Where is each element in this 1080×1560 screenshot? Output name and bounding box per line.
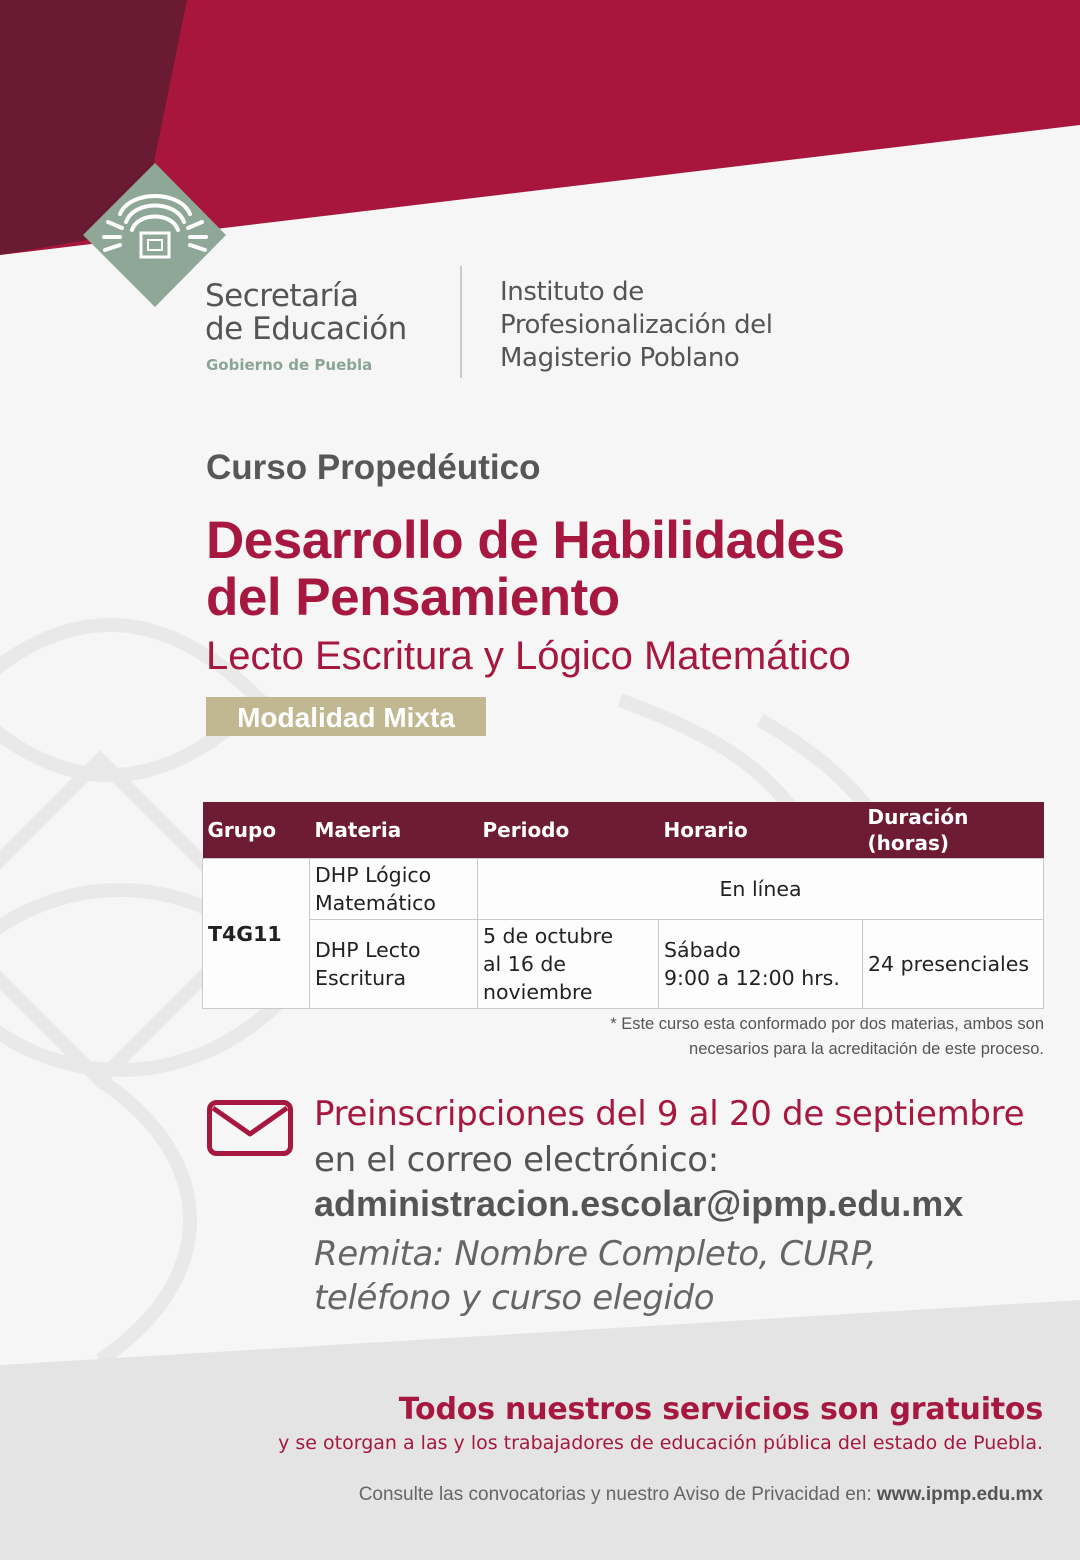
- remita-line1: Remita: Nombre Completo, CURP,: [314, 1234, 877, 1274]
- schedule-table: [202, 802, 1044, 1009]
- periodo-line: 5 de octubre: [483, 924, 614, 948]
- table-header-row: [203, 802, 1044, 859]
- instituto-line1: Instituto de: [500, 277, 644, 307]
- secretaria-line1: Secretaría: [205, 278, 359, 314]
- materia-line: DHP Lecto: [315, 938, 421, 962]
- preinscription-dates: Preinscripciones del 9 al 20 de septiembre: [314, 1094, 1025, 1134]
- website-link[interactable]: www.ipmp.edu.mx: [876, 1484, 1043, 1505]
- course-title-line1: Desarrollo de Habilidades: [206, 511, 845, 570]
- materia-line: Escritura: [315, 966, 407, 990]
- cell-periodo: [478, 920, 659, 1009]
- secretaria-line2: de Educación: [205, 311, 407, 347]
- cell-materia: [310, 859, 478, 920]
- envelope-icon: [207, 1100, 293, 1156]
- header-divider: [460, 266, 462, 378]
- remita-instructions: [314, 1232, 876, 1320]
- periodo-line: noviembre: [483, 980, 593, 1004]
- instituto-name: [500, 276, 773, 375]
- horario-line: Sábado: [664, 938, 741, 962]
- preinscription-email-label: en el correo electrónico:: [314, 1140, 719, 1180]
- consult-text: Consulte las convocatorias y nuestro Aviso de Privacidad en:: [358, 1484, 877, 1505]
- remita-line2: teléfono y curso elegido: [314, 1278, 715, 1318]
- header-grupo: Grupo: [203, 802, 310, 859]
- header-duracion: [863, 802, 1044, 859]
- secretaria-name: [205, 280, 407, 346]
- header-horario: Horario: [659, 802, 863, 859]
- horario-line: 9:00 a 12:00 hrs.: [664, 966, 840, 990]
- periodo-line: al 16 de: [483, 952, 567, 976]
- table-note: [430, 1012, 1044, 1062]
- materia-line: DHP Lógico: [315, 863, 432, 887]
- consult-line: [359, 1484, 1043, 1506]
- cell-group: T4G11: [203, 859, 310, 1009]
- cell-materia: [310, 920, 478, 1009]
- cell-horario: [659, 920, 863, 1009]
- instituto-line2: Profesionalización del: [500, 310, 773, 340]
- note-line2: necesarios para la acreditación de este proceso.: [689, 1040, 1044, 1058]
- course-title-line2: del Pensamiento: [206, 568, 620, 627]
- free-services-detail: y se otorgan a las y los trabajadores de educación pública del estado de Puebla.: [278, 1432, 1043, 1454]
- gobierno-label: Gobierno de Puebla: [206, 356, 373, 374]
- cell-duracion: 24 presenciales: [863, 920, 1044, 1009]
- cell-modality-online: En línea: [478, 859, 1044, 920]
- table-row: [203, 920, 1044, 1009]
- header-duracion-line2: (horas): [867, 831, 950, 855]
- header-duracion-line1: Duración: [867, 805, 969, 829]
- header-materia: Materia: [310, 802, 478, 859]
- course-title: [206, 512, 1056, 626]
- modality-badge: Modalidad Mixta: [206, 697, 486, 736]
- note-line1: * Este curso esta conformado por dos materias, ambos son: [610, 1015, 1044, 1033]
- table-row: [203, 859, 1044, 920]
- course-label: Curso Propedéutico: [206, 448, 541, 487]
- registration-email-link[interactable]: administracion.escolar@ipmp.edu.mx: [314, 1183, 964, 1224]
- header-periodo: Periodo: [478, 802, 659, 859]
- free-services-heading: Todos nuestros servicios son gratuitos: [398, 1392, 1043, 1427]
- materia-line: Matemático: [315, 891, 436, 915]
- course-subtitle: Lecto Escritura y Lógico Matemático: [206, 634, 851, 678]
- instituto-line3: Magisterio Poblano: [500, 343, 740, 373]
